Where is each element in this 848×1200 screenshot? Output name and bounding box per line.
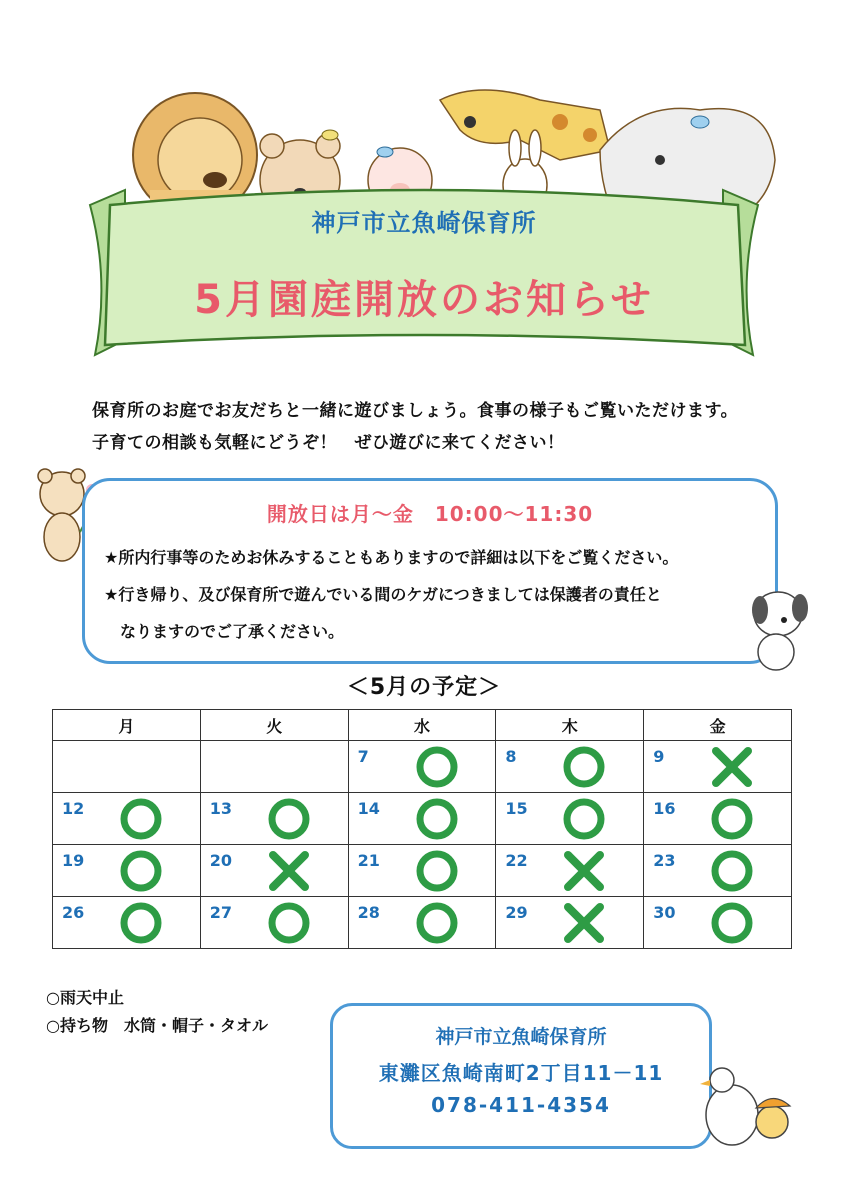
dog-illustration	[738, 584, 818, 674]
open-circle-icon	[709, 796, 755, 842]
calendar-empty-cell	[200, 741, 348, 793]
calendar-day-cell	[496, 793, 644, 845]
weekday-header: 金	[644, 710, 792, 741]
weekday-header: 月	[53, 710, 201, 741]
day-number: 9	[653, 747, 665, 766]
calendar-day-cell	[348, 897, 496, 949]
bring-items-note: ○持ち物 水筒・帽子・タオル	[46, 1016, 268, 1035]
calendar-week-row	[53, 741, 792, 793]
day-number: 16	[653, 799, 676, 818]
giraffe-illustration	[440, 90, 610, 160]
birds-illustration	[690, 1060, 810, 1160]
calendar-day-cell	[348, 793, 496, 845]
open-circle-icon	[266, 796, 312, 842]
day-number: 19	[62, 851, 85, 870]
open-circle-icon	[118, 848, 164, 894]
contact-name: 神戸市立魚崎保育所	[435, 1026, 607, 1048]
open-circle-icon	[414, 900, 460, 946]
closed-cross-icon	[709, 744, 755, 790]
info-note-1: ★所内行事等のためお休みすることもありますので詳細は以下をご覧ください。	[104, 548, 679, 567]
calendar-day-cell	[53, 897, 201, 949]
open-circle-icon	[118, 900, 164, 946]
calendar-day-cell	[200, 793, 348, 845]
calendar-day-cell	[496, 741, 644, 793]
calendar-day-cell	[496, 845, 644, 897]
open-circle-icon	[118, 796, 164, 842]
day-number: 23	[653, 851, 676, 870]
calendar-week-row	[53, 845, 792, 897]
day-number: 30	[653, 903, 676, 922]
page-title: 5月園庭開放のお知らせ	[194, 277, 654, 323]
day-number: 7	[357, 747, 369, 766]
day-number: 13	[209, 799, 233, 818]
day-number: 27	[209, 903, 233, 922]
open-circle-icon	[414, 744, 460, 790]
calendar-day-cell	[644, 897, 792, 949]
open-circle-icon	[709, 848, 755, 894]
calendar-week-row	[53, 897, 792, 949]
info-note-2: ★行き帰り、及び保育所で遊んでいる間のケガにつきましては保護者の責任と	[104, 585, 662, 604]
contact-phone: 078-411-4354	[431, 1093, 611, 1117]
calendar-day-cell	[53, 845, 201, 897]
open-hours-heading: 開放日は月～金 10:00～11:30	[266, 502, 594, 526]
calendar-day-cell	[644, 793, 792, 845]
day-number: 29	[505, 903, 528, 922]
calendar-day-cell	[53, 793, 201, 845]
day-number: 15	[505, 799, 528, 818]
open-circle-icon	[414, 796, 460, 842]
schedule-calendar	[52, 709, 792, 949]
calendar-week-row	[53, 793, 792, 845]
calendar-day-cell	[644, 845, 792, 897]
open-circle-icon	[414, 848, 460, 894]
closed-cross-icon	[561, 848, 607, 894]
open-circle-icon	[561, 744, 607, 790]
calendar-day-cell	[348, 845, 496, 897]
contact-address: 東灘区魚崎南町2丁目11－11	[378, 1061, 664, 1085]
day-number: 21	[357, 851, 380, 870]
open-circle-icon	[709, 900, 755, 946]
open-circle-icon	[266, 900, 312, 946]
intro-line-2: 子育ての相談も気軽にどうぞ！ ぜひ遊びに来てください！	[92, 433, 565, 453]
rain-note: ○雨天中止	[46, 988, 124, 1007]
weekday-header: 火	[200, 710, 348, 741]
closed-cross-icon	[561, 900, 607, 946]
calendar-day-cell	[496, 897, 644, 949]
calendar-day-cell	[200, 897, 348, 949]
calendar-empty-cell	[53, 741, 201, 793]
day-number: 12	[62, 799, 85, 818]
info-note-3: なりますのでご了承ください。	[120, 622, 345, 641]
intro-line-1: 保育所のお庭でお友だちと一緒に遊びましょう。食事の様子もご覧いただけます。	[92, 401, 739, 421]
day-number: 28	[357, 903, 380, 922]
calendar-day-cell	[348, 741, 496, 793]
open-circle-icon	[561, 796, 607, 842]
day-number: 26	[62, 903, 85, 922]
day-number: 20	[209, 851, 233, 870]
day-number: 22	[505, 851, 528, 870]
closed-cross-icon	[266, 848, 312, 894]
schedule-title: ＜5月の予定＞	[346, 675, 502, 700]
day-number: 8	[505, 747, 517, 766]
calendar-day-cell	[644, 741, 792, 793]
day-number: 14	[357, 799, 380, 818]
weekday-header: 水	[348, 710, 496, 741]
weekday-header: 木	[496, 710, 644, 741]
organization-name: 神戸市立魚崎保育所	[311, 209, 537, 237]
calendar-day-cell	[200, 845, 348, 897]
